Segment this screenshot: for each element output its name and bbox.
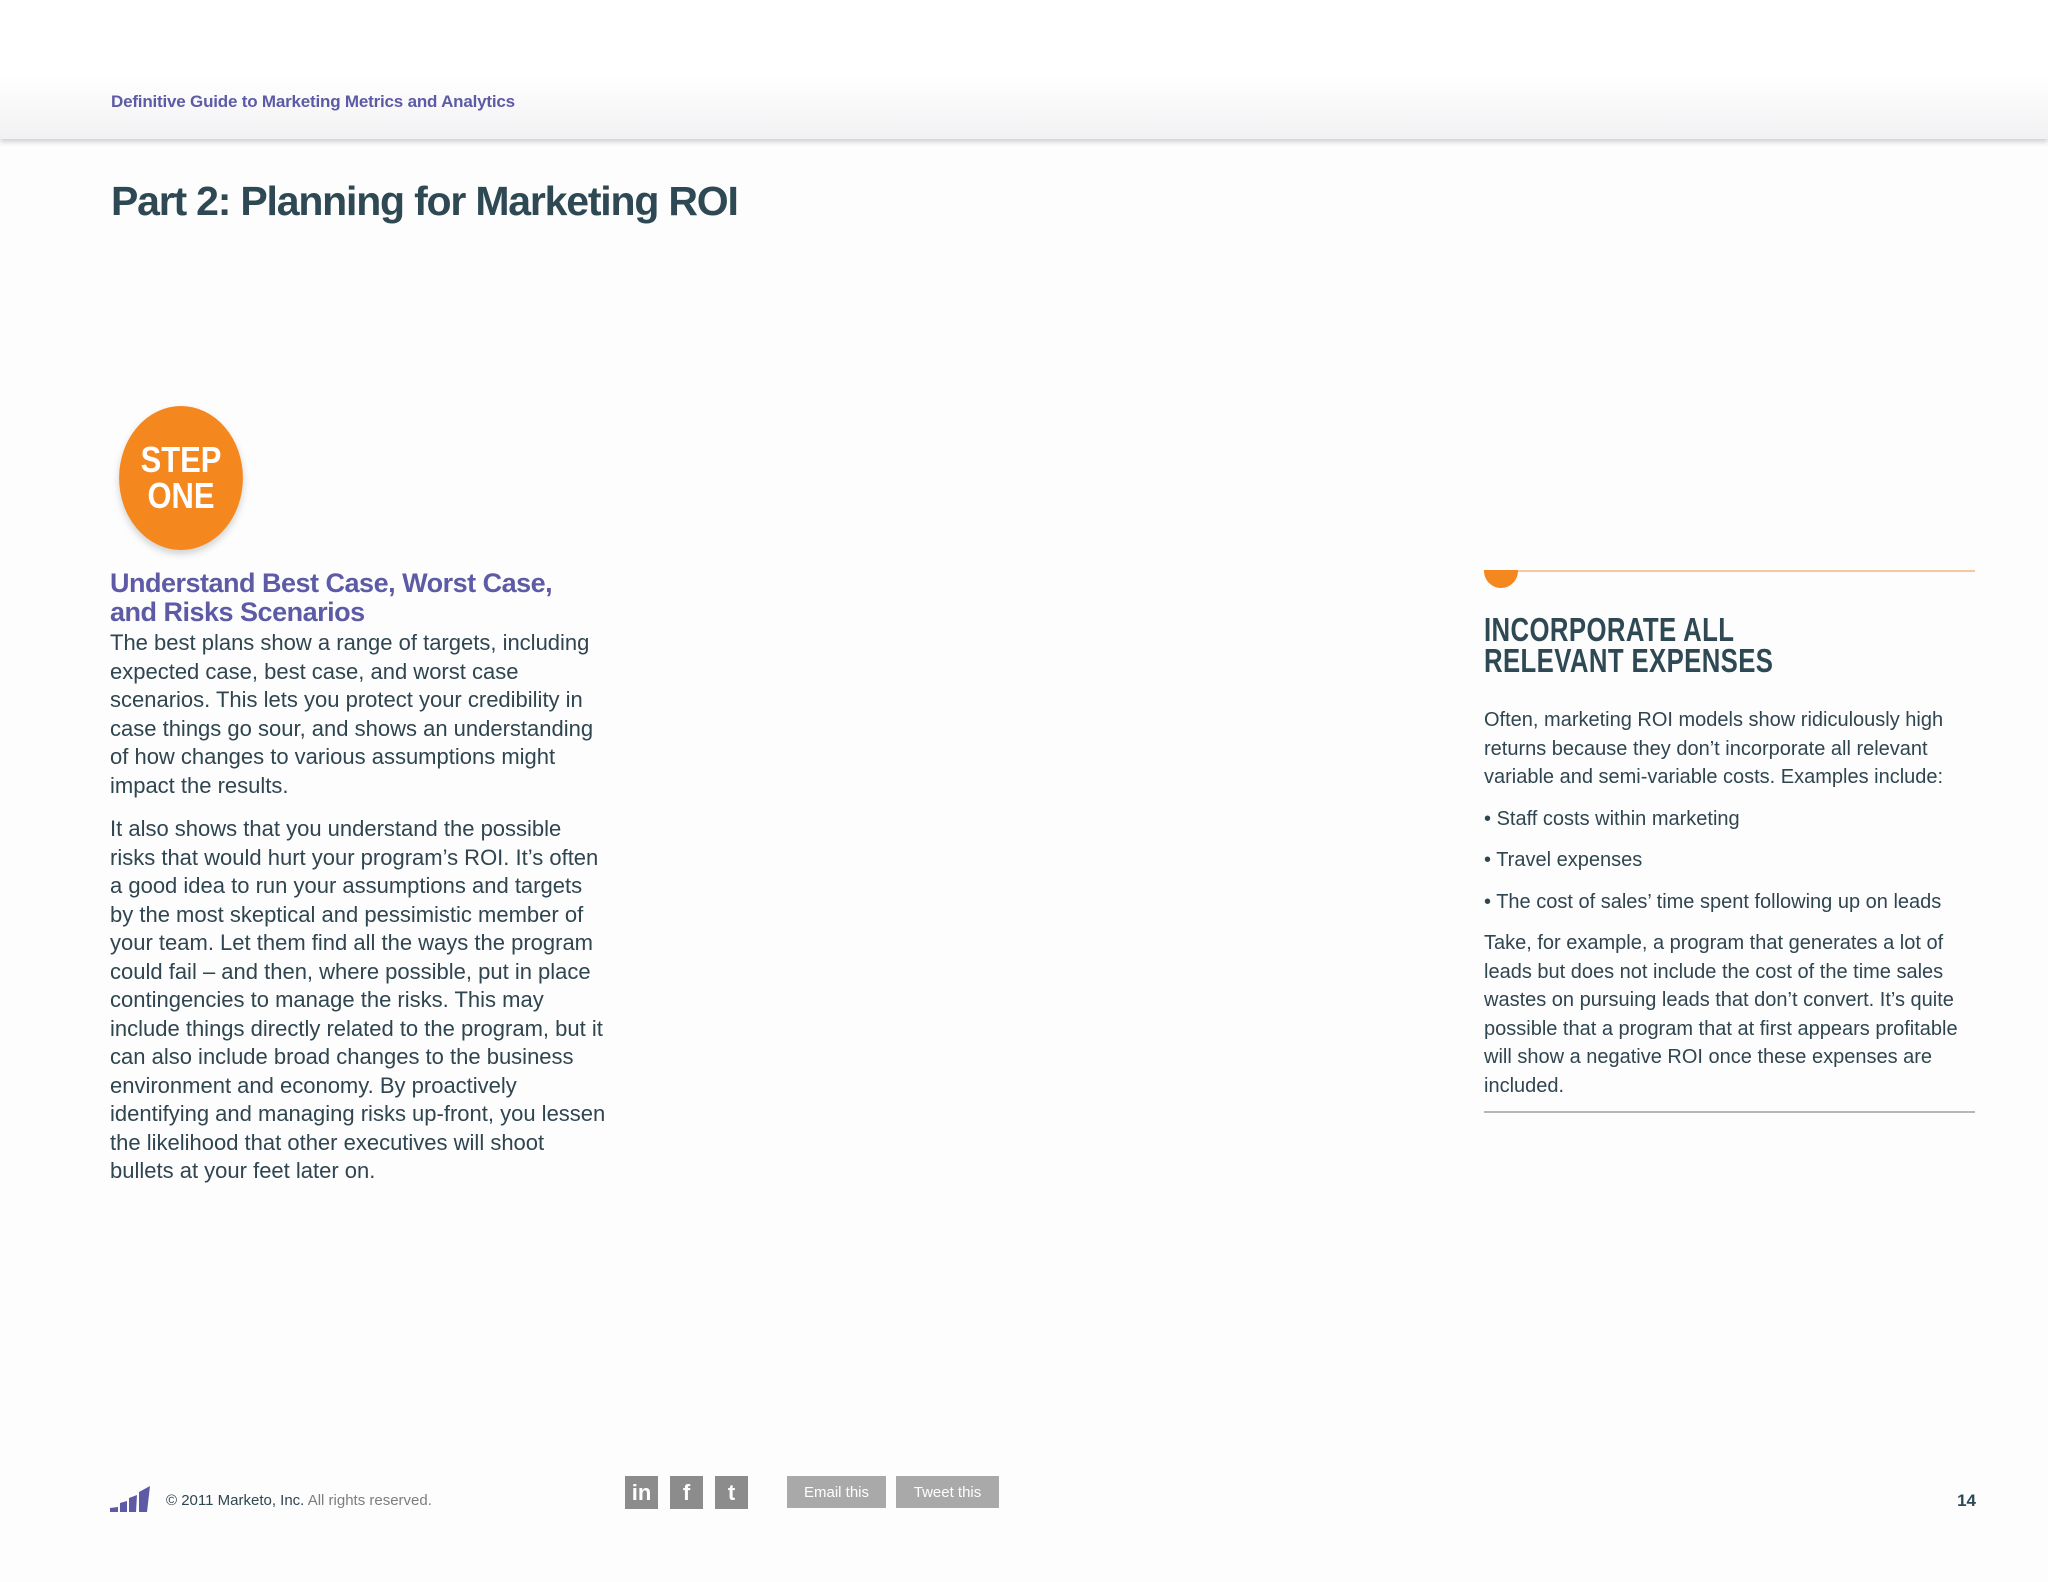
document-header-title: Definitive Guide to Marketing Metrics and Analytics [111,92,515,111]
sidebar-outro: Take, for example, a program that generates a lot of leads but does not include the cost of the time sales wastes on pursuing leads that don’t convert. It’s quite possible that a program that at first appears profitable will show a negative ROI once these expenses are included. [1484,932,1958,1097]
rights-text: All rights reserved. [307,1492,432,1509]
sidebar-bottom-rule [1484,1111,1975,1113]
list-item: • Staff costs within marketing [1484,805,1980,834]
sidebar-body [1484,706,1980,1113]
linkedin-icon[interactable]: in [625,1476,658,1509]
twitter-icon[interactable]: t [715,1476,748,1509]
step-heading [110,569,630,627]
step-heading-line1: Understand Best Case, Worst Case, [110,568,553,598]
sidebar-heading-line2: RELEVANT EXPENSES [1484,642,1774,679]
step-badge-line1: STEP [140,439,222,480]
step-paragraph-2: It also shows that you understand the possible risks that would hurt your program’s ROI. It’s often a good idea to run your assumptions and targets by the most skeptical and pessimistic member of your team. Let them find all the ways the program could fail – and then, where possible, put in place contingencies to manage the risks. This may include things directly related to the program, but it can also include broad changes to the business environment and economy. By proactively identifying and managing risks up-front, you lessen the likelihood that other executives will shoot bullets at your feet later on. [110,816,606,1183]
facebook-icon[interactable]: f [670,1476,703,1509]
page-title: Part 2: Planning for Marketing ROI [111,178,738,224]
step-body [110,629,610,1201]
email-this-button[interactable]: Email this [787,1476,886,1508]
sidebar-accent-dot [1484,570,1518,588]
footer-copyright [166,1492,432,1509]
list-item: • The cost of sales’ time spent following up on leads [1484,888,1980,917]
step-heading-line2: and Risks Scenarios [110,597,365,627]
copyright-text: © 2011 Marketo, Inc. [166,1492,305,1509]
header-band [0,0,2048,139]
step-badge-line2: ONE [147,475,215,516]
sidebar-intro: Often, marketing ROI models show ridiculously high returns because they don’t incorporate all relevant variable and semi-variable costs. Examples include: [1484,709,1944,788]
marketo-logo-icon [110,1486,150,1512]
step-one-badge [119,406,243,550]
sidebar-bullet-list [1484,805,1980,917]
sidebar-top-rule [1484,570,1975,572]
page-number: 14 [1957,1491,1976,1510]
sidebar-heading [1484,611,1866,679]
tweet-this-button[interactable]: Tweet this [896,1476,999,1508]
list-item: • Travel expenses [1484,846,1980,875]
step-paragraph-1: The best plans show a range of targets, including expected case, best case, and worst case scenarios. This lets you protect your credibility in case things go sour, and shows an understanding of how changes to various assumptions might impact the results. [110,630,594,798]
sidebar-heading-line1: INCORPORATE ALL [1484,611,1735,648]
